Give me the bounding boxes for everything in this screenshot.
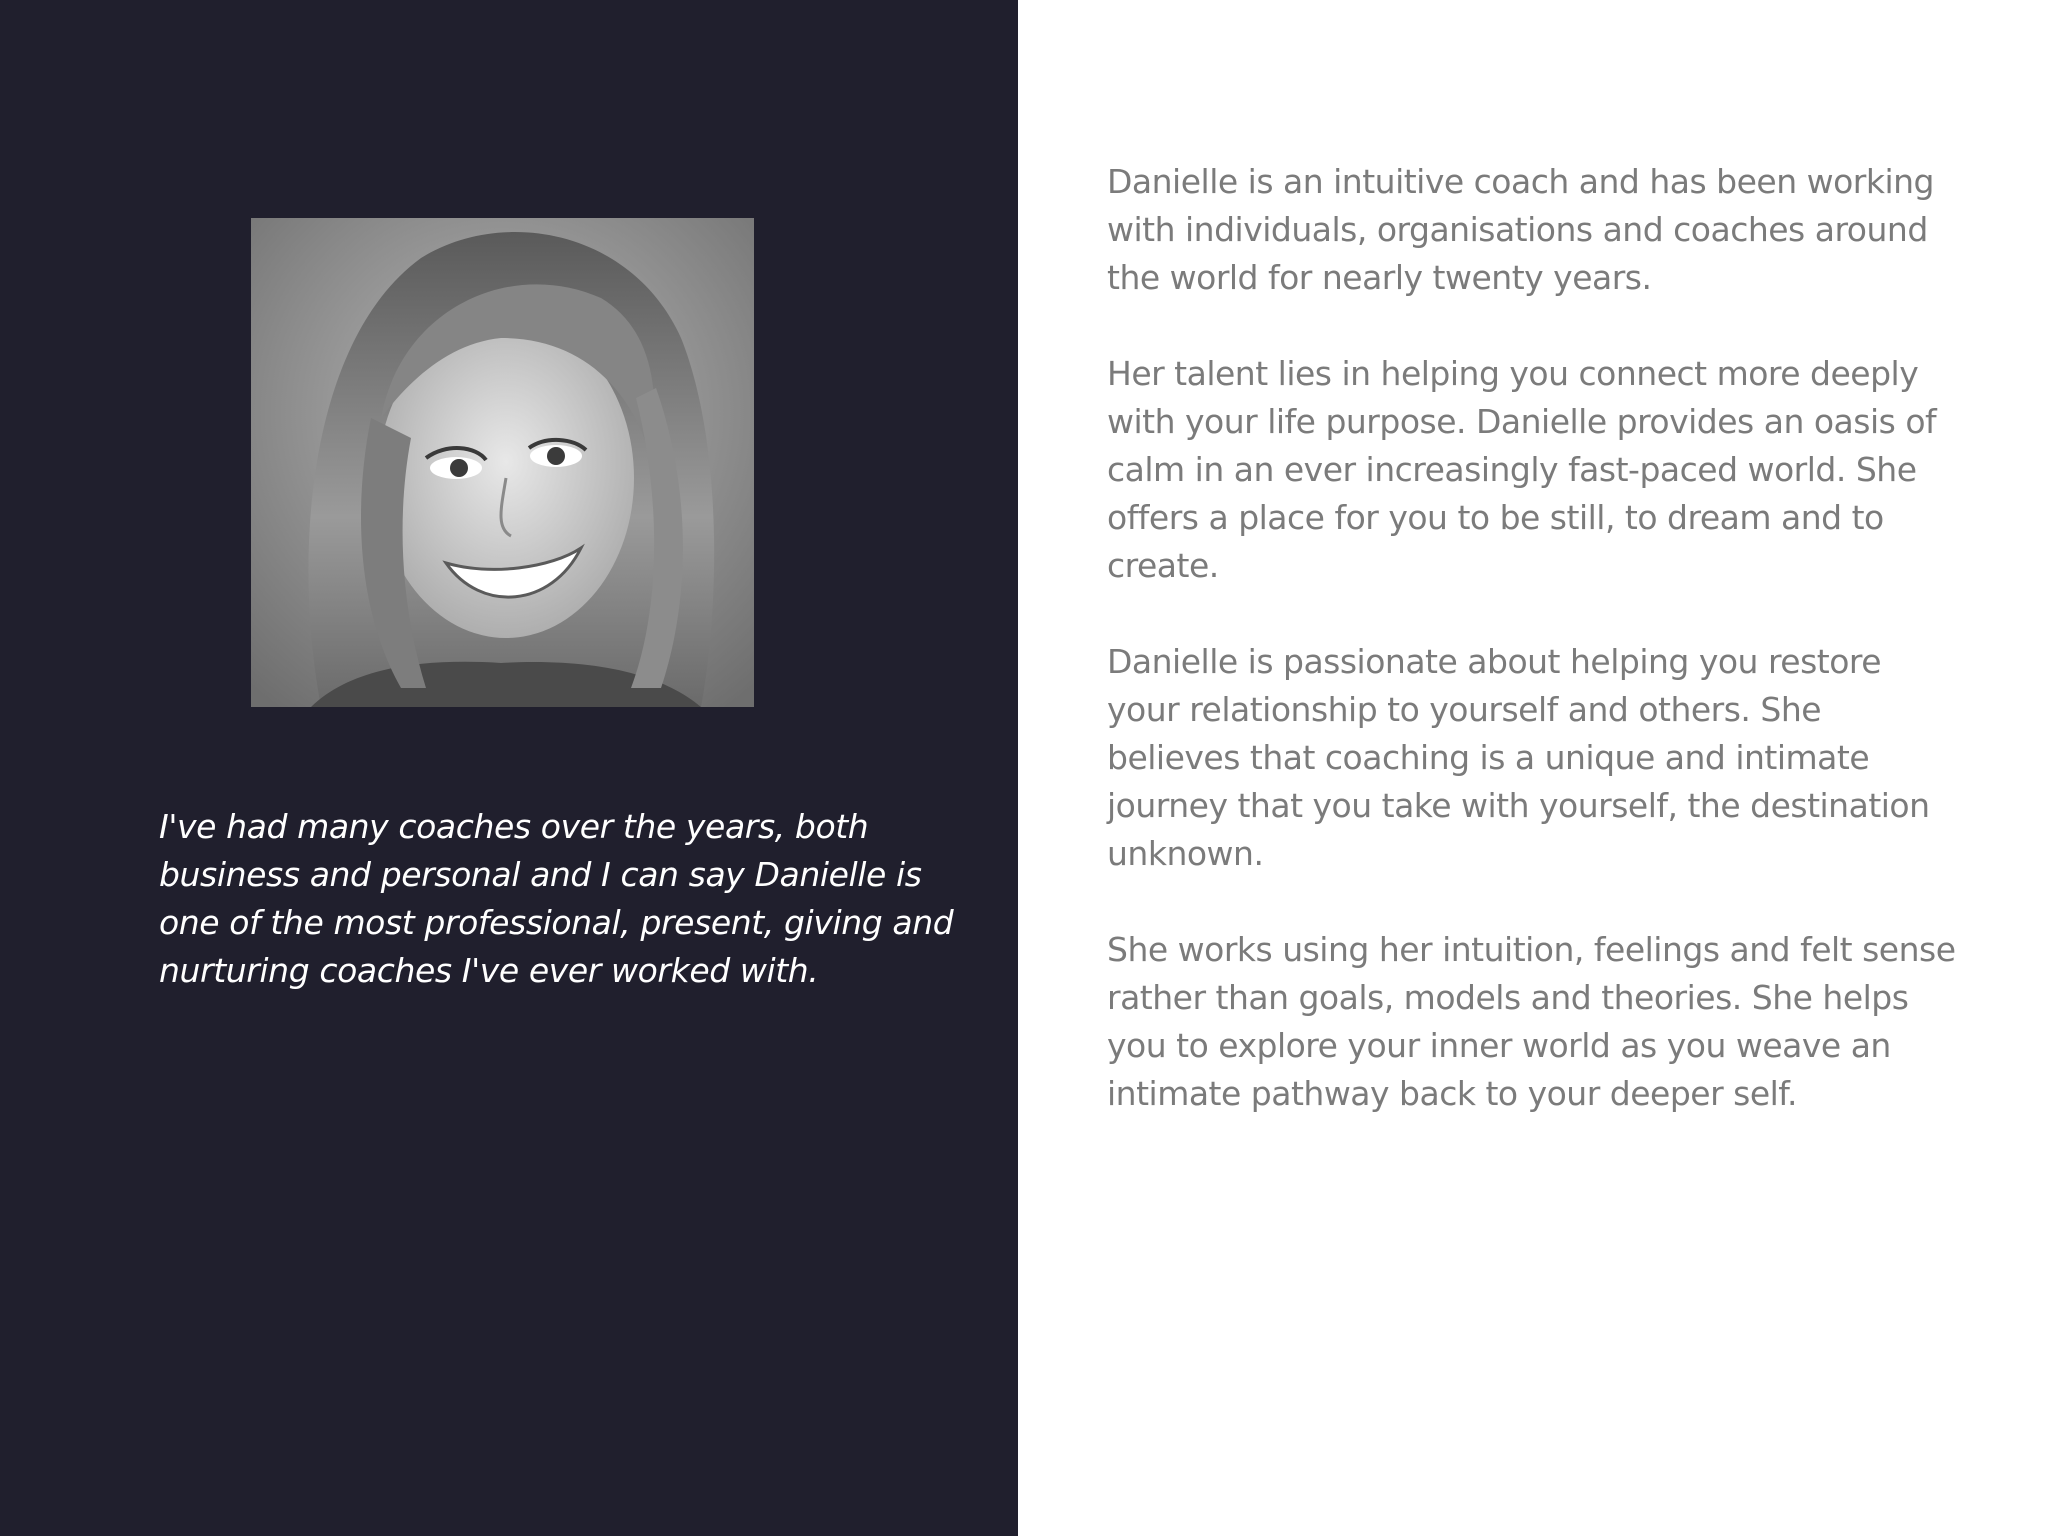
- bio-paragraph-4: She works using her intuition, feelings and felt sense rather than goals, models and theories. She helps you to explore your inner world as you weave an intimate pathway back to your deeper self.: [1107, 930, 1956, 1113]
- testimonial-quote: I've had many coaches over the years, both business and personal and I can say Danielle is one of the most professional, present, giving and nurturing coaches I've ever worked with.: [159, 807, 954, 990]
- bio-text: [1107, 158, 2007, 1166]
- bio-paragraph-3: Danielle is passionate about helping you restore your relationship to yourself and others. She believes that coaching is a unique and intimate journey that you take with yourself, the destination unknown.: [1107, 642, 1930, 873]
- bio-paragraph-1: Danielle is an intuitive coach and has been working with individuals, organisations and coaches around the world for nearly twenty years.: [1107, 162, 1935, 297]
- bio-paragraph-2: Her talent lies in helping you connect more deeply with your life purpose. Danielle provides an oasis of calm in an ever increasingly fast-paced world. She offers a place for you to be still, to dream and to create.: [1107, 354, 1937, 585]
- testimonial-panel: [0, 0, 1018, 1536]
- portrait-photo: [251, 218, 754, 707]
